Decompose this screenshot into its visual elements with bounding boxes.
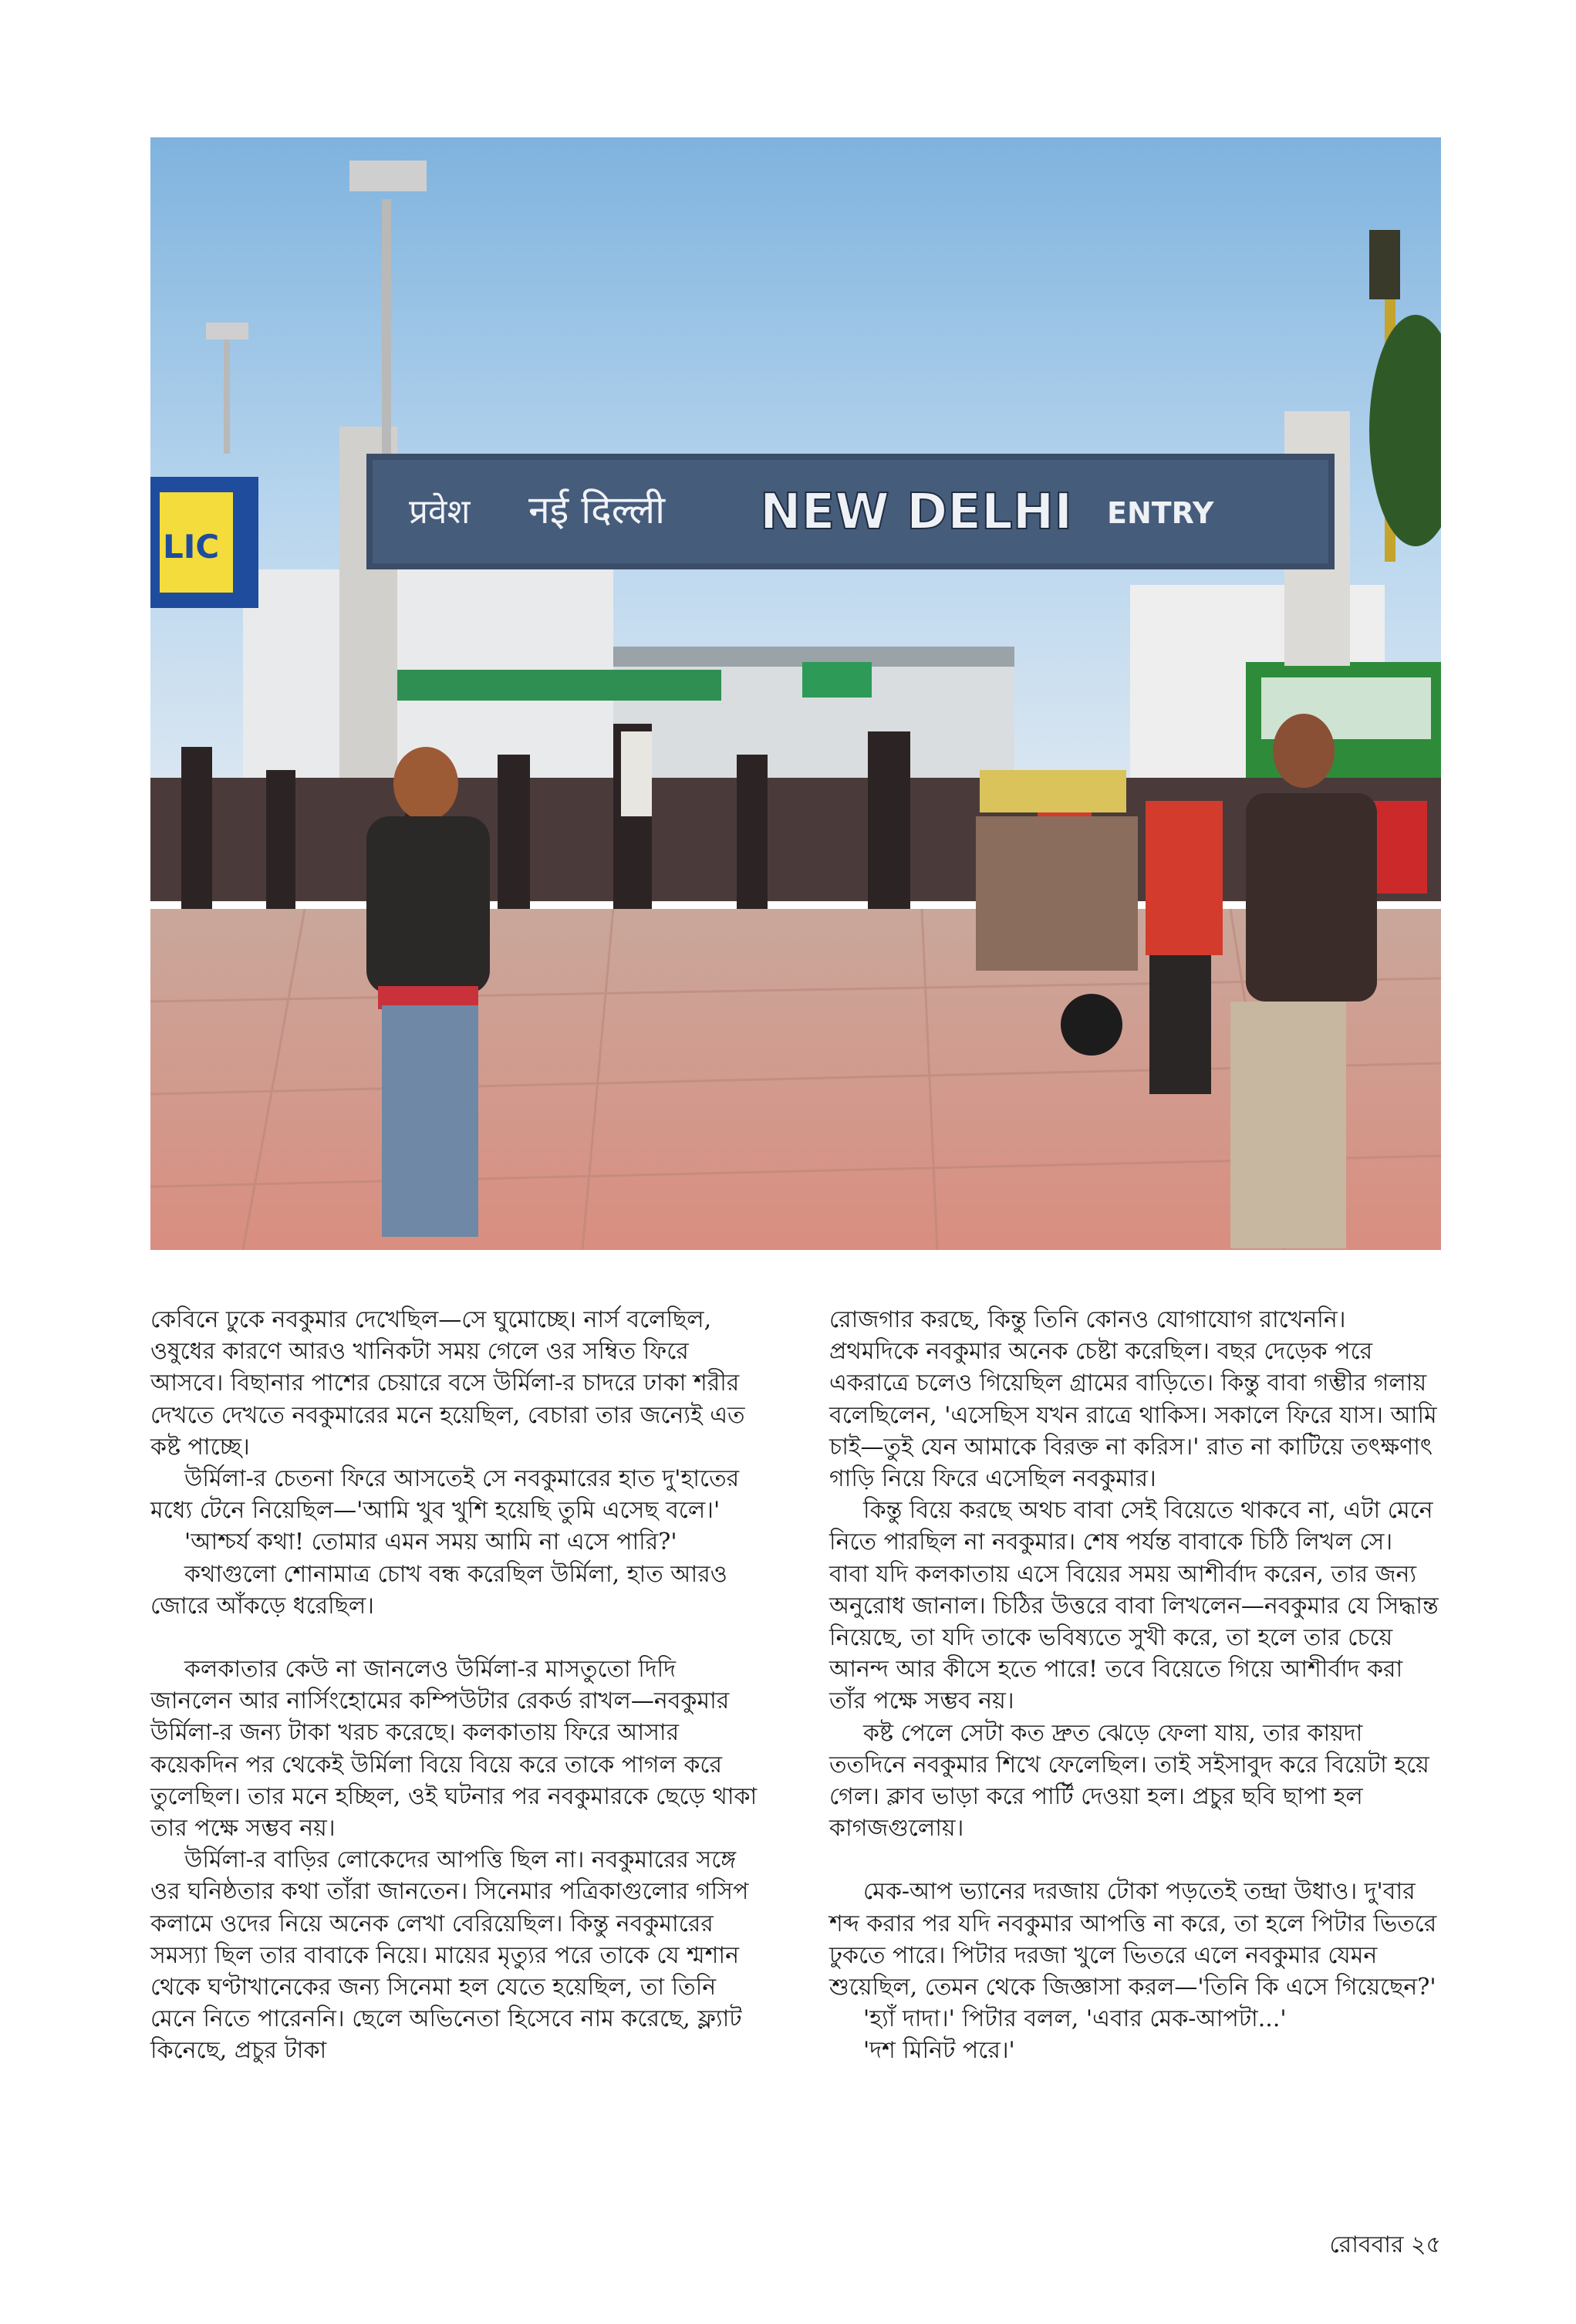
paragraph: কষ্ট পেলে সেটা কত দ্রুত ঝেড়ে ফেলা যায়, তার কায়দা ততদিনে নবকুমার শিখে ফেলেছিল। তাই সইসাবুদ করে বিয়েটা হয়ে গেল। ক্লাব ভাড়া করে পার্টি দেওয়া হল। প্রচুর ছবি ছাপা হল কাগজগুলোয়। [829, 1719, 1429, 1843]
sign-english-entry: ENTRY [1107, 496, 1214, 530]
paragraph: 'হ্যাঁ দাদা।' পিটার বলল, 'এবার মেক-আপটা...' [863, 2005, 1287, 2033]
paragraph: কলকাতার কেউ না জানলেও উর্মিলা-র মাসতুতো দিদি জানলেন আর নার্সিংহোমের কম্পিউটার রেকর্ড রাখল—নবকুমার উর্মিলা-র জন্য টাকা খরচ করেছে। কলকাতায় ফিরে আসার কয়েকদিন পর থেকেই উর্মিলা বিয়ে বিয়ে করে তাকে পাগল করে তুলেছিল। তার মনে হচ্ছিল, ওই ঘটনার পর নবকুমারকে ছেড়ে থাকা তার পক্ষে সম্ভব নয়। [150, 1656, 758, 1843]
billboard-lic: LIC [163, 528, 220, 566]
paragraph: রোজগার করছে, কিন্তু তিনি কোনও যোগাযোগ রাখেননি। প্রথমদিকে নবকুমার অনেক চেষ্টা করেছিল। বছর দেড়েক পরে একরাত্রে চলেও গিয়েছিল গ্রামের বাড়িতে। কিন্তু বাবা গম্ভীর গলায় বলেছিলেন, 'এসেছিস যখন রাত্রে থাকিস। সকালে ফিরে যাস। আমি চাই—তুই যেন আমাকে বিরক্ত না করিস।' রাত না কাটিয়ে তৎক্ষণাৎ গাড়ি নিয়ে ফিরে এসেছিল নবকুমার। [829, 1306, 1437, 1493]
sign-english-city: NEW DELHI [760, 484, 1073, 541]
sign-hindi-entry: प्रवेश [409, 492, 471, 532]
paragraph: কেবিনে ঢুকে নবকুমার দেখেছিল—সে ঘুমোচ্ছে। নার্স বলেছিল, ওষুধের কারণে আরও খানিকটা সময় গেলে ওর সম্বিত ফিরে আসবে। বিছানার পাশের চেয়ারে বসে উর্মিলা-র চাদরে ঢাকা শরীর দেখতে দেখতে নবকুমারের মনে হয়েছিল, বেচারা তার জন্যেই এত কষ্ট পাচ্ছে। [150, 1306, 745, 1461]
sign-hindi-city: नई दिल्ली [528, 488, 666, 532]
page-folio: রোববার ২৫ [1329, 2231, 1441, 2258]
paragraph: উর্মিলা-র চেতনা ফিরে আসতেই সে নবকুমারের হাত দু'হাতের মধ্যে টেনে নিয়েছিল—'আমি খুব খুশি হয়েছি তুমি এসেছ বলে।' [150, 1465, 740, 1525]
paragraph: কিন্তু বিয়ে করছে অথচ বাবা সেই বিয়েতে থাকবে না, এটা মেনে নিতে পারছিল না নবকুমার। শেষ পর্যন্ত বাবাকে চিঠি লিখল সে। বাবা যদি কলকাতায় এসে বিয়ের সময় আশীর্বাদ করেন, তার জন্য অনুরোধ জানাল। চিঠির উত্তরে বাবা লিখলেন—নবকুমার যে সিদ্ধান্ত নিয়েছে, তা যদি তাকে ভবিষ্যতে সুখী করে, তা হলে তার চেয়ে আনন্দ আর কীসে হতে পারে! তবে বিয়েতে গিয়ে আশীর্বাদ করা তাঁর পক্ষে সম্ভব নয়। [829, 1497, 1439, 1715]
section-break [829, 1844, 1439, 1876]
section-break [150, 1622, 760, 1653]
paragraph: কথাগুলো শোনামাত্র চোখ বন্ধ করেছিল উর্মিলা, হাত আরও জোরে আঁকড়ে ধরেছিল। [150, 1560, 727, 1620]
station-entrance-photo [150, 137, 1441, 1250]
paragraph: 'দশ মিনিট পরে।' [863, 2037, 1015, 2065]
paragraph: মেক-আপ ভ্যানের দরজায় টোকা পড়তেই তন্দ্রা উধাও। দু'বার শব্দ করার পর যদি নবকুমার আপত্তি না করে, তা হলে পিটার ভিতরে ঢুকতে পারে। পিটার দরজা খুলে ভিতরে এলে নবকুমার যেমন শুয়েছিল, তেমন থেকে জিজ্ঞাসা করল—'তিনি কি এসে গিয়েছেন?' [829, 1878, 1437, 2001]
paragraph: উর্মিলা-র বাড়ির লোকেদের আপত্তি ছিল না। নবকুমারের সঙ্গে ওর ঘনিষ্ঠতার কথা তাঁরা জানতেন। সিনেমার পত্রিকাগুলোর গসিপ কলামে ওদের নিয়ে অনেক লেখা বেরিয়েছিল। কিন্তু নবকুমারের সমস্যা ছিল তার বাবাকে নিয়ে। মায়ের মৃত্যুর পরে তাকে যে শ্মশান থেকে ঘণ্টাখানেকের জন্য সিনেমা হল যেতে হয়েছিল, তা তিনি মেনে নিতে পারেননি। ছেলে অভিনেতা হিসেবে নাম করেছে, ফ্ল্যাট কিনেছে, প্রচুর টাকা [150, 1846, 749, 2065]
paragraph: 'আশ্চর্য কথা! তোমার এমন সময় আমি না এসে পারি?' [184, 1529, 677, 1556]
text-column-right [829, 1304, 1439, 2067]
text-column-left [150, 1304, 760, 2067]
